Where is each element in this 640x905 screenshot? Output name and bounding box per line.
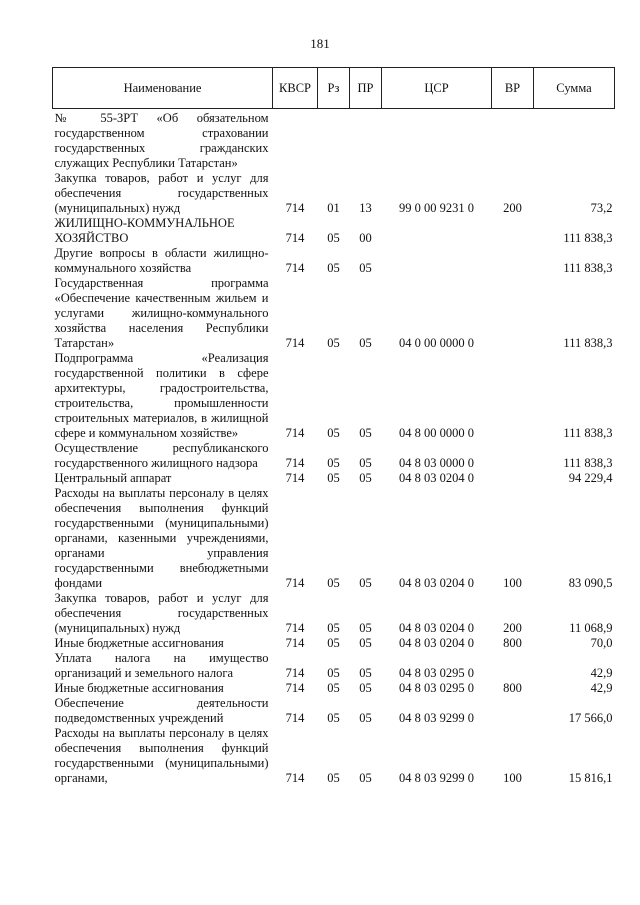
row-vr xyxy=(492,246,534,276)
row-kvsr: 714 xyxy=(285,771,305,785)
row-sum: 111 838,3 xyxy=(563,336,613,350)
table-row xyxy=(53,471,615,486)
row-rz: 05 xyxy=(327,426,340,440)
header-csr: ЦСР xyxy=(382,68,492,109)
row-vr xyxy=(492,471,534,486)
row-kvsr: 714 xyxy=(285,681,305,695)
row-csr: 04 8 03 9299 0 xyxy=(399,711,474,725)
row-rz: 05 xyxy=(327,231,340,245)
row-csr: 04 8 03 0204 0 xyxy=(399,576,474,590)
row-sum: 42,9 xyxy=(590,681,613,695)
row-rz: 05 xyxy=(327,471,340,485)
row-name: Осуществление республиканского государственного жилищного надзора xyxy=(54,441,269,470)
row-pr: 05 xyxy=(359,471,372,485)
row-kvsr: 714 xyxy=(285,231,305,245)
row-pr: 05 xyxy=(359,666,372,680)
table-row xyxy=(53,109,615,172)
page-number: 181 xyxy=(310,36,330,51)
table-row xyxy=(53,651,615,681)
row-csr xyxy=(382,109,492,172)
row-kvsr: 714 xyxy=(285,471,305,485)
row-vr: 800 xyxy=(503,681,522,695)
header-name: Наименование xyxy=(53,68,273,109)
row-name: № 55-ЗРТ «Об обязательном государственном страховании государственных гражданских служащих Республики Татарстан» xyxy=(54,111,269,170)
row-csr: 04 8 03 0204 0 xyxy=(399,621,474,635)
row-sum: 70,0 xyxy=(590,636,613,650)
row-kvsr: 714 xyxy=(285,711,305,725)
header-vr: ВР xyxy=(492,68,534,109)
header-rz: Рз xyxy=(318,68,350,109)
row-rz: 05 xyxy=(327,576,340,590)
row-sum: 83 090,5 xyxy=(568,576,613,590)
row-rz: 05 xyxy=(327,621,340,635)
row-kvsr: 714 xyxy=(285,426,305,440)
header-sum: Сумма xyxy=(534,68,615,109)
table-row xyxy=(53,636,615,651)
row-pr: 05 xyxy=(359,576,372,590)
row-vr: 800 xyxy=(503,636,522,650)
row-kvsr: 714 xyxy=(285,621,305,635)
row-csr: 99 0 00 9231 0 xyxy=(399,201,474,215)
row-pr xyxy=(350,109,382,172)
table-row xyxy=(53,351,615,441)
row-pr: 05 xyxy=(359,261,372,275)
row-rz: 01 xyxy=(327,201,340,215)
row-vr xyxy=(492,109,534,172)
row-name: ЖИЛИЩНО-КОММУНАЛЬНОЕ ХОЗЯЙСТВО xyxy=(54,216,235,245)
row-sum: 111 838,3 xyxy=(563,261,613,275)
row-csr: 04 8 03 0204 0 xyxy=(399,636,474,650)
table-row xyxy=(53,171,615,216)
row-sum xyxy=(534,109,615,172)
row-kvsr: 714 xyxy=(285,576,305,590)
table-row xyxy=(53,726,615,786)
row-name: Закупка товаров, работ и услуг для обеспечения государственных (муниципальных) нужд xyxy=(54,591,269,635)
row-name: Иные бюджетные ассигнования xyxy=(54,636,224,650)
row-sum: 15 816,1 xyxy=(568,771,613,785)
row-sum: 73,2 xyxy=(590,201,613,215)
budget-table xyxy=(52,67,615,786)
row-rz: 05 xyxy=(327,771,340,785)
row-vr xyxy=(492,351,534,441)
row-sum: 17 566,0 xyxy=(568,711,613,725)
row-kvsr: 714 xyxy=(285,201,305,215)
row-name: Государственная программа «Обеспечение качественным жильем и услугами жилищно-коммунального хозяйства населения Республики Татарстан» xyxy=(54,276,269,350)
table-row xyxy=(53,441,615,471)
row-pr: 05 xyxy=(359,426,372,440)
row-rz: 05 xyxy=(327,681,340,695)
row-pr: 05 xyxy=(359,771,372,785)
row-vr: 200 xyxy=(503,201,522,215)
row-sum: 111 838,3 xyxy=(563,231,613,245)
row-pr: 05 xyxy=(359,336,372,350)
row-pr: 00 xyxy=(359,231,372,245)
row-kvsr xyxy=(273,109,318,172)
row-sum: 111 838,3 xyxy=(563,456,613,470)
row-kvsr: 714 xyxy=(285,336,305,350)
row-vr xyxy=(492,216,534,246)
row-vr xyxy=(492,276,534,351)
row-rz: 05 xyxy=(327,711,340,725)
row-csr: 04 8 00 0000 0 xyxy=(399,426,474,440)
row-sum: 111 838,3 xyxy=(563,426,613,440)
table-row xyxy=(53,276,615,351)
row-csr: 04 0 00 0000 0 xyxy=(399,336,474,350)
row-csr: 04 8 03 0204 0 xyxy=(399,471,474,485)
table-body xyxy=(53,109,615,787)
row-kvsr: 714 xyxy=(285,456,305,470)
row-name: Уплата налога на имущество организаций и земельного налога xyxy=(54,651,269,680)
row-rz: 05 xyxy=(327,456,340,470)
header-pr: ПР xyxy=(350,68,382,109)
table-row xyxy=(53,486,615,591)
row-rz: 05 xyxy=(327,261,340,275)
row-pr: 05 xyxy=(359,681,372,695)
row-csr: 04 8 03 0295 0 xyxy=(399,681,474,695)
row-name: Расходы на выплаты персоналу в целях обеспечения выполнения функций государственными (муниципальными) органами, казенными учреждениями, органами управления государственными внебюджетными фондами xyxy=(54,486,269,590)
row-vr xyxy=(492,696,534,726)
row-rz xyxy=(318,109,350,172)
table-row xyxy=(53,216,615,246)
row-rz: 05 xyxy=(327,666,340,680)
table-row xyxy=(53,681,615,696)
row-vr xyxy=(492,441,534,471)
row-rz: 05 xyxy=(327,336,340,350)
row-vr: 200 xyxy=(503,621,522,635)
row-csr: 04 8 03 9299 0 xyxy=(399,771,474,785)
table-row xyxy=(53,696,615,726)
row-sum: 42,9 xyxy=(590,666,613,680)
row-vr: 100 xyxy=(503,771,522,785)
row-csr xyxy=(382,216,492,246)
table-row xyxy=(53,246,615,276)
row-name: Расходы на выплаты персоналу в целях обеспечения выполнения функций государственными (муниципальными) органами, xyxy=(54,726,269,785)
row-csr xyxy=(382,246,492,276)
row-csr: 04 8 03 0295 0 xyxy=(399,666,474,680)
row-vr: 100 xyxy=(503,576,522,590)
table-row xyxy=(53,591,615,636)
row-pr: 05 xyxy=(359,636,372,650)
row-name: Иные бюджетные ассигнования xyxy=(54,681,224,695)
row-sum: 11 068,9 xyxy=(569,621,613,635)
row-name: Подпрограмма «Реализация государственной политики в сфере архитектуры, градостроительства, строительства, промышленности строительных материалов, в жилищной сфере и коммунальном хозяйстве» xyxy=(54,351,269,440)
row-kvsr: 714 xyxy=(285,261,305,275)
row-pr: 05 xyxy=(359,621,372,635)
row-csr: 04 8 03 0000 0 xyxy=(399,456,474,470)
row-vr xyxy=(492,651,534,681)
row-pr: 05 xyxy=(359,711,372,725)
row-kvsr: 714 xyxy=(285,636,305,650)
row-pr: 05 xyxy=(359,456,372,470)
row-name: Центральный аппарат xyxy=(54,471,172,485)
row-name: Обеспечение деятельности подведомственных учреждений xyxy=(54,696,269,725)
row-sum: 94 229,4 xyxy=(568,471,613,485)
row-pr: 13 xyxy=(359,201,372,215)
row-name: Закупка товаров, работ и услуг для обеспечения государственных (муниципальных) нужд xyxy=(54,171,269,215)
row-name: Другие вопросы в области жилищно-коммунального хозяйства xyxy=(54,246,269,275)
row-rz: 05 xyxy=(327,636,340,650)
row-kvsr: 714 xyxy=(285,666,305,680)
header-kvsr: КВСР xyxy=(273,68,318,109)
table-header xyxy=(53,68,615,109)
